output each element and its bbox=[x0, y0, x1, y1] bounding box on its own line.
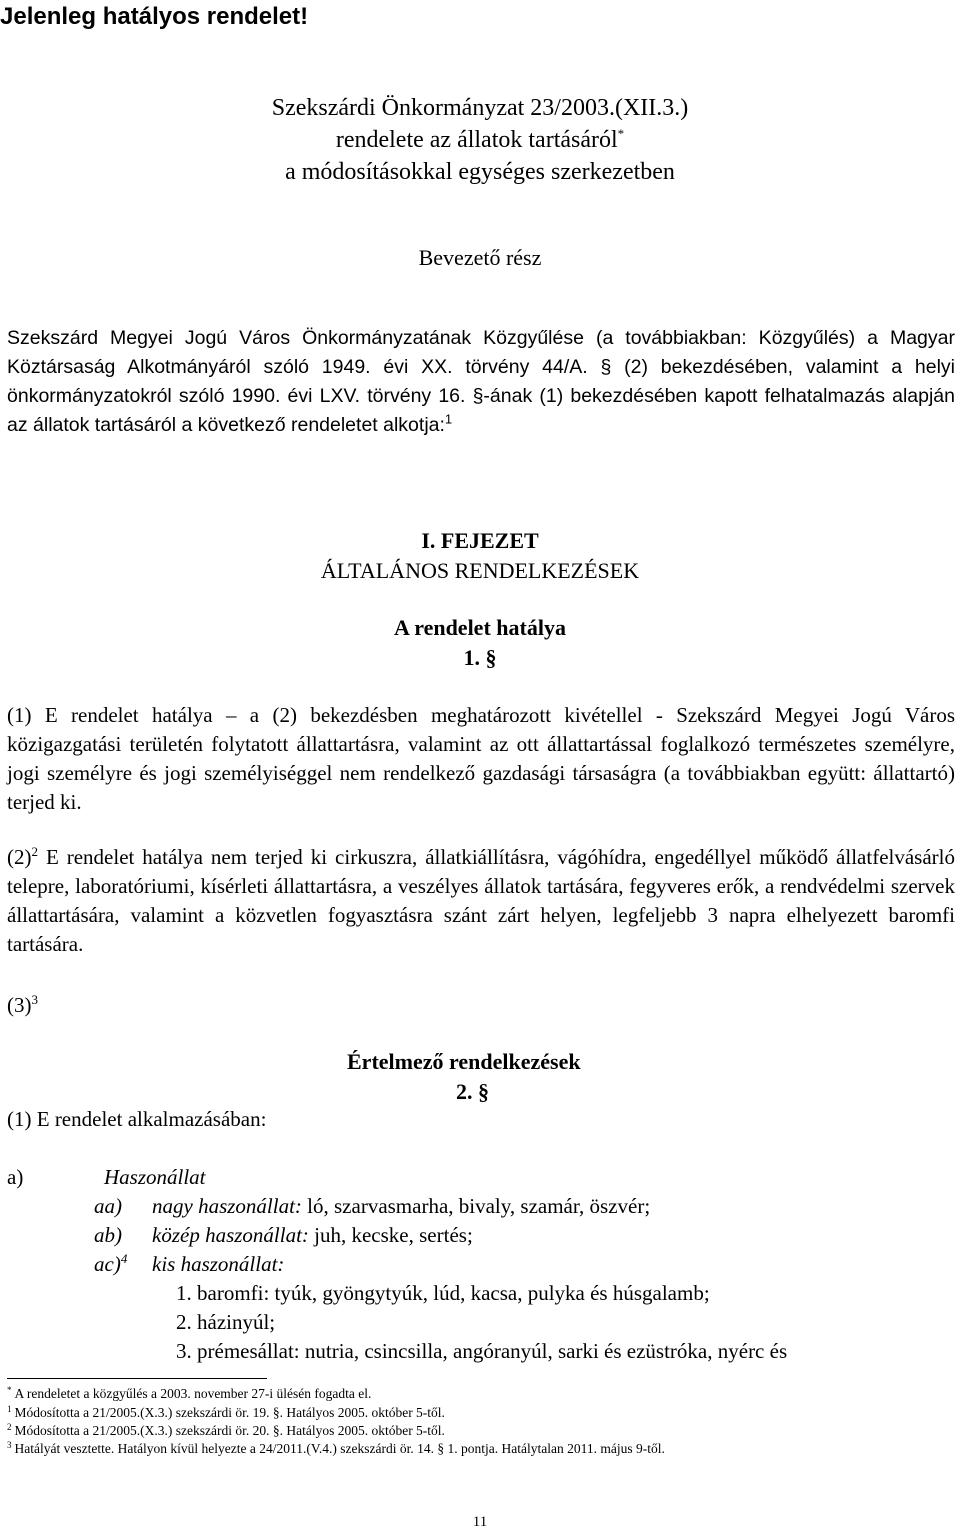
section-1-heading: A rendelet hatálya bbox=[394, 615, 566, 640]
section-2-heading: Értelmező rendelkezések bbox=[347, 1049, 581, 1074]
footnote-3: $^2$ Módosította a 21/2005.(X.3.) szekszárdi ör. 20. §. Hatályos 2005. október 5-től. bbox=[7, 1421, 445, 1438]
item-ab-text: közép haszonállat: juh, kecske, sertés; bbox=[152, 1223, 473, 1247]
section-2-number: 2. § bbox=[456, 1079, 489, 1104]
section-2-intro: (1) E rendelet alkalmazásában: bbox=[7, 1107, 267, 1131]
footnote-divider bbox=[7, 1378, 267, 1379]
item-ac-label: ac)$^4$ bbox=[94, 1251, 128, 1276]
chapter-title: ÁLTALÁNOS RENDELKEZÉSEK bbox=[320, 558, 640, 583]
item-aa-label: aa) bbox=[94, 1194, 122, 1218]
preamble-footnote-ref: 1 bbox=[444, 411, 453, 427]
item-ac-footnote-ref: 4 bbox=[120, 1251, 128, 1266]
section-1-number: 1. § bbox=[463, 645, 497, 670]
sub-item-3: 3. prémesállat: nutria, csincsilla, angóranyúl, sarki és ezüstróka, nyérc és bbox=[176, 1339, 788, 1363]
title-footnote-mark: * bbox=[617, 126, 625, 141]
sub-item-2: 2. házinyúl; bbox=[176, 1310, 276, 1334]
section-1-paragraph-1: (1) E rendelet hatálya – a (2) bekezdésben meghatározott kivétellel - Szekszárd Megyei Jogú Város közigazgatási területén folytatott állattartásra, valamint az ott állattartással foglalkozó természetes személyre, jogi személyre és jogi személyiséggel nem rendelkező gazdasági társaságra (a továbbiakban együtt: állattartó) terjed ki. bbox=[7, 703, 955, 814]
preamble-heading: Bevezető rész bbox=[418, 245, 542, 270]
title-line-2: rendelete az állatok tartásáról* bbox=[335, 126, 625, 153]
item-ab-label: ab) bbox=[94, 1223, 122, 1247]
document-title bbox=[0, 92, 960, 188]
sub-item-1: 1. baromfi: tyúk, gyöngytyúk, lúd, kacsa, pulyka és húsgalamb; bbox=[176, 1281, 710, 1305]
item-a-label: a) bbox=[7, 1165, 24, 1189]
paragraph-2-footnote-ref: 2 bbox=[31, 844, 38, 859]
preamble-paragraph: Szekszárd Megyei Jogú Város Önkormányzatának Közgyűlése (a továbbiakban: Közgyűlés) a Magyar Köztársaság Alkotmányáról szóló 1949. évi XX. törvény 44/A. § (2) bekezdésében, valamint a helyi önkormányzatokról szóló 1990. évi LXV. törvény 16. §-ának (1) bekezdésében kapott felhatalmazás alapján az állatok tartásáról a következő rendeletet alkotja:$^1$ bbox=[7, 327, 955, 436]
chapter-number: I. FEJEZET bbox=[421, 528, 539, 553]
footnote-4: $^3$ Hatályát vesztette. Hatályon kívül helyezte a 24/2011.(V.4.) szekszárdi ör. 14. § 1. pontja. Hatálytalan 2011. május 9-től. bbox=[7, 1439, 665, 1456]
item-a-text: Haszonállat bbox=[104, 1165, 206, 1189]
footnote-1: * A rendeletet a közgyűlés a 2003. november 27-i ülésén fogadta el. bbox=[7, 1384, 372, 1401]
footnote-2: $^1$ Módosította a 21/2005.(X.3.) szekszárdi ör. 19. §. Hatályos 2005. október 5-től. bbox=[7, 1403, 445, 1420]
item-ac-text: kis haszonállat: bbox=[152, 1252, 285, 1276]
page-number: 11 bbox=[472, 1514, 488, 1530]
title-line-3: a módosításokkal egységes szerkezetben bbox=[285, 159, 675, 185]
section-1-paragraph-3: $(3)^3$ bbox=[7, 992, 38, 1017]
item-aa-text: nagy haszonállat: ló, szarvasmarha, bivaly, szamár, öszvér; bbox=[152, 1194, 651, 1218]
paragraph-3-footnote-ref: 3 bbox=[31, 992, 38, 1007]
title-line-1: Szekszárdi Önkormányzat 23/2003.(XII.3.) bbox=[271, 95, 689, 121]
status-notice: Jelenleg hatályos rendelet! bbox=[0, 3, 309, 30]
section-1-paragraph-2: $(2)^2$ E rendelet hatálya nem terjed ki cirkuszra, állatkiállításra, vágóhídra, engedéllyel működő állatfelvásárló telepre, laboratóriumi, kísérleti állattartásra, a veszélyes állatok tartására, fegyveres erők, a rendvédelmi szervek állattartására, valamint a közvetlen fogyasztásra szánt zárt helyen, legfeljebb 3 napra elhelyezett baromfi tartására. bbox=[7, 844, 955, 956]
